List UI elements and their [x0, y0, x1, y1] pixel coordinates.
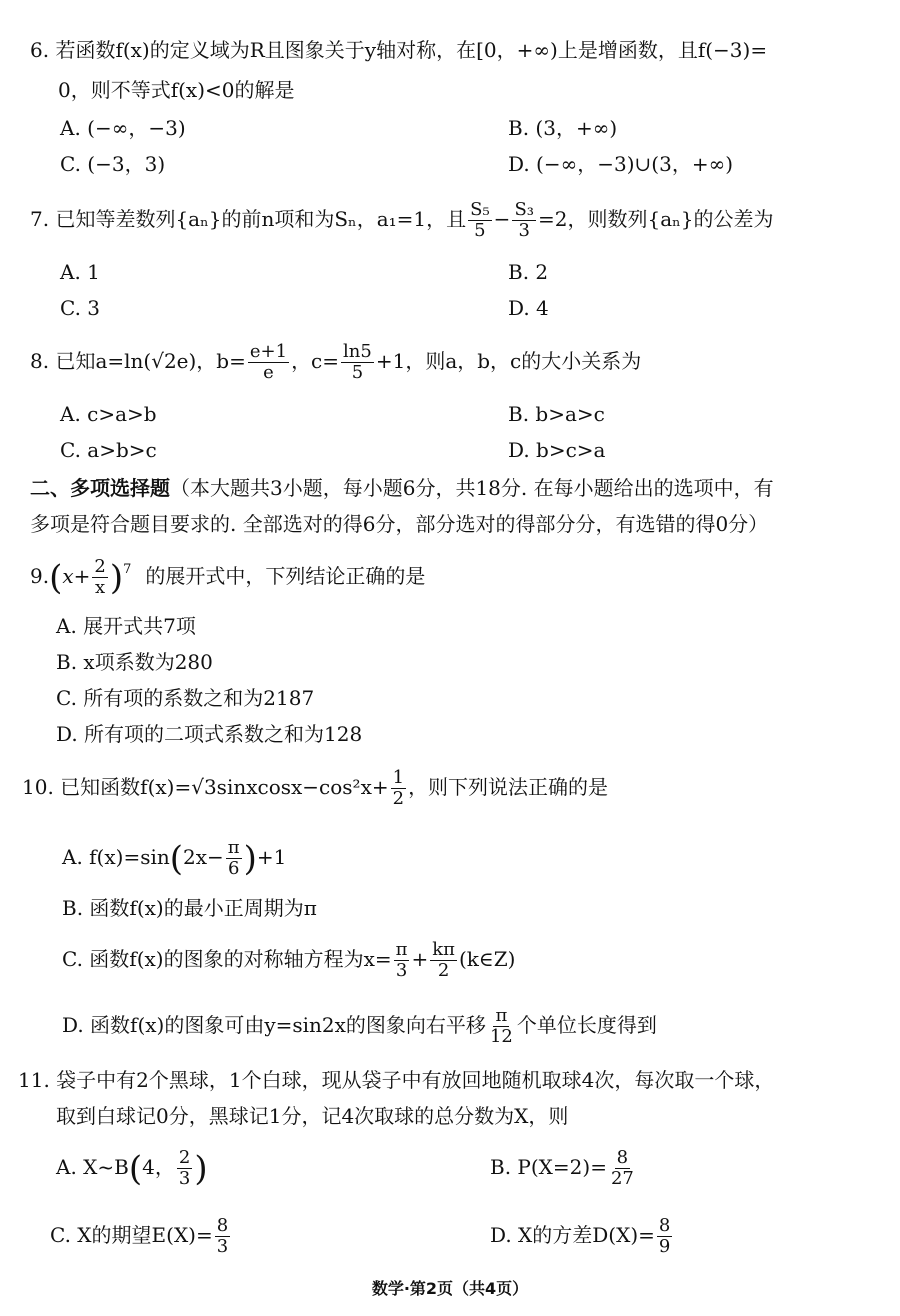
q7-option-b: B. 2	[508, 260, 549, 284]
plus-sign: +	[411, 947, 429, 971]
section2-intro-line2: 多项是符合题目要求的. 全部选对的得6分，部分选对的得部分分，有选错的得0分）	[30, 512, 769, 536]
left-paren: (	[128, 1149, 143, 1189]
fraction-denominator: 9	[658, 1236, 671, 1257]
q11-c-fraction	[215, 1216, 230, 1257]
section2-heading	[30, 474, 774, 502]
fraction-numerator: S₃	[514, 199, 534, 220]
q11-stem-line2: 取到白球记0分，黑球记1分，记4次取球的总分数为X，则	[56, 1104, 569, 1128]
q11-option-a	[56, 1148, 208, 1189]
q11-b-fraction	[609, 1148, 636, 1189]
fraction-numerator: ln5	[343, 341, 372, 362]
q10-d-post: 个单位长度得到	[516, 1013, 657, 1037]
q7-stem-pre: 7. 已知等差数列{aₙ}的前n项和为Sₙ，a₁=1，且	[30, 207, 467, 231]
fraction-denominator: 2	[437, 960, 450, 981]
fraction-numerator: π	[495, 1005, 508, 1026]
fraction-numerator: kπ	[432, 939, 455, 960]
fraction-numerator: π	[227, 837, 240, 858]
q8-stem-post: +1，则a，b，c的大小关系为	[375, 349, 642, 373]
q6-stem-line1: 6. 若函数f(x)的定义域为R且图象关于y轴对称，在[0，+∞)上是增函数，且f(−3)=	[30, 38, 768, 62]
q9-x-term: x+	[62, 564, 91, 588]
q11-option-c	[50, 1216, 232, 1257]
fraction-denominator: 3	[395, 960, 408, 981]
q6-option-c: C. (−3，3)	[60, 152, 166, 176]
fraction-denominator: 5	[474, 220, 486, 241]
q9-stem-post: 的展开式中，下列结论正确的是	[145, 564, 426, 588]
fraction-denominator: 5	[351, 362, 364, 383]
q11-a-inner: 4，	[142, 1155, 175, 1179]
fraction-denominator: 3	[216, 1236, 229, 1257]
section2-title: 二、多项选择题	[30, 476, 170, 500]
fraction-denominator: e	[263, 362, 274, 383]
q10-a-post: +1	[256, 845, 287, 869]
fraction-denominator: 2	[392, 788, 405, 809]
q10-a-pre: A. f(x)=sin	[62, 845, 170, 869]
q9-option-d: D. 所有项的二项式系数之和为128	[56, 722, 363, 746]
q10-stem-post: ，则下列说法正确的是	[408, 775, 609, 799]
q9-fraction	[92, 557, 107, 598]
q9-option-b: B. x项系数为280	[56, 650, 213, 674]
q8-option-b: B. b>a>c	[508, 402, 605, 426]
section2-intro-line1: （本大题共3小题，每小题6分，共18分. 在每小题给出的选项中，有	[170, 476, 774, 500]
q11-d-pre: D. X的方差D(X)=	[490, 1223, 655, 1247]
q7-fraction-s5	[468, 200, 492, 241]
q8-stem	[30, 342, 641, 383]
fraction-denominator: x	[95, 577, 106, 598]
q10-option-d	[62, 1006, 657, 1047]
q11-stem-line1: 11. 袋子中有2个黑球，1个白球，现从袋子中有放回地随机取球4次，每次取一个球，	[18, 1068, 775, 1092]
q7-stem	[30, 200, 774, 241]
q10-c-fraction2	[430, 940, 457, 981]
page-footer: 数学·第2页（共4页）	[371, 1279, 529, 1298]
right-paren: )	[109, 558, 124, 598]
q10-fraction-half	[391, 768, 406, 809]
q10-d-pre: D. 函数f(x)的图象可由y=sin2x的图象向右平移	[62, 1013, 486, 1037]
q10-a-fraction	[226, 838, 242, 879]
q11-a-fraction	[177, 1148, 192, 1189]
fraction-numerator: S₅	[470, 199, 490, 220]
q9-stem	[30, 556, 425, 598]
q9-exponent: 7	[123, 562, 132, 577]
right-paren: )	[194, 1149, 208, 1189]
q11-d-fraction	[657, 1216, 672, 1257]
q9-number: 9.	[30, 564, 50, 588]
q7-option-c: C. 3	[60, 296, 101, 320]
q10-c-post: (k∈Z)	[459, 947, 516, 971]
fraction-numerator: e+1	[249, 341, 288, 362]
q9-option-c: C. 所有项的系数之和为2187	[56, 686, 315, 710]
q8-option-d: D. b>c>a	[508, 438, 606, 462]
q10-c-fraction1	[394, 940, 410, 981]
fraction-denominator: 27	[610, 1168, 634, 1189]
q8-fraction-b	[248, 342, 289, 383]
fraction-denominator: 3	[518, 220, 530, 241]
left-paren: (	[49, 558, 63, 598]
fraction-numerator: 2	[94, 556, 106, 577]
q10-stem-pre: 10. 已知函数f(x)=√3sinxcosx−cos²x+	[22, 775, 389, 799]
right-paren: )	[243, 839, 257, 879]
q11-c-pre: C. X的期望E(X)=	[50, 1223, 213, 1247]
fraction-denominator: 3	[178, 1168, 191, 1189]
q6-option-a: A. (−∞，−3)	[60, 116, 186, 140]
fraction-denominator: 12	[489, 1026, 513, 1047]
q7-fraction-s3	[512, 200, 536, 241]
q11-option-b	[490, 1148, 638, 1189]
q11-b-pre: B. P(X=2)=	[490, 1155, 607, 1179]
q10-d-fraction	[488, 1006, 515, 1047]
fraction-numerator: π	[395, 939, 408, 960]
q8-fraction-c	[341, 342, 374, 383]
fraction-numerator: 1	[392, 767, 405, 788]
q11-a-pre: A. X~B	[56, 1155, 129, 1179]
q10-option-c	[62, 940, 515, 981]
q8-stem-pre: 8. 已知a=ln(√2e)，b=	[30, 349, 246, 373]
q10-c-pre: C. 函数f(x)的图象的对称轴方程为x=	[62, 947, 392, 971]
q7-option-d: D. 4	[508, 296, 549, 320]
q7-stem-post: =2，则数列{aₙ}的公差为	[537, 207, 774, 231]
q7-option-a: A. 1	[60, 260, 100, 284]
q10-option-b: B. 函数f(x)的最小正周期为π	[62, 896, 317, 920]
fraction-denominator: 6	[227, 858, 240, 879]
q9-option-a: A. 展开式共7项	[56, 614, 196, 638]
q10-option-a	[62, 838, 286, 879]
q6-option-b: B. (3，+∞)	[508, 116, 618, 140]
q6-stem-line2: 0，则不等式f(x)<0的解是	[58, 78, 295, 102]
q10-a-inner: 2x−	[183, 845, 224, 869]
q8-option-c: C. a>b>c	[60, 438, 157, 462]
fraction-numerator: 2	[178, 1147, 191, 1168]
q6-option-d: D. (−∞，−3)∪(3，+∞)	[508, 152, 734, 176]
q11-option-d	[490, 1216, 674, 1257]
q8-stem-mid: ，c=	[291, 349, 340, 373]
left-paren: (	[169, 839, 184, 879]
q8-option-a: A. c>a>b	[60, 402, 157, 426]
fraction-numerator: 8	[616, 1147, 629, 1168]
fraction-numerator: 8	[658, 1215, 671, 1236]
q10-stem	[22, 768, 608, 809]
minus-sign: −	[493, 207, 511, 231]
fraction-numerator: 8	[216, 1215, 229, 1236]
